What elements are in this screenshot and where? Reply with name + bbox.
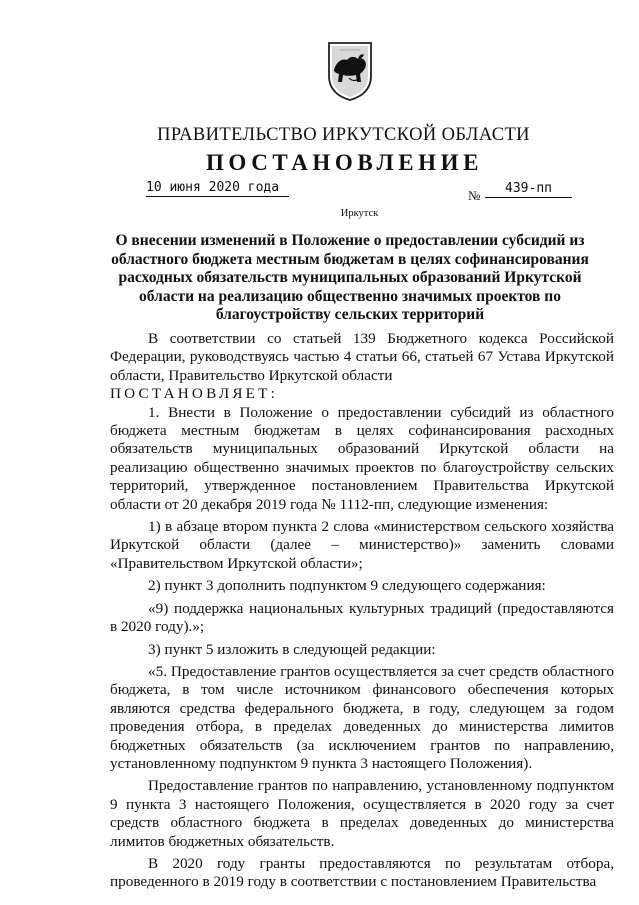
paragraph-6: «5. Предоставление грантов осуществляется за счет средств областного бюджета, в том числе источником финансового обеспечения которых являются средства федерального бюджета, в году, следующем за годом проведения отбора, в пределах доведенных до министерства лимитов бюджетных обязательств (за исключением грантов по направлению, установленному подпунктом 9 пункта 3 настоящего Положения).: [110, 662, 614, 772]
preamble-paragraph: В соответствии со статьей 139 Бюджетного кодекса Российской Федерации, руководствуясь частью 4 статьи 66, статьей 67 Устава Иркутской области, Правительство Иркутской области: [110, 330, 614, 384]
decrees-heading: ПОСТАНОВЛЯЕТ:: [110, 385, 279, 403]
document-date: 10 июня 2020 года: [146, 180, 289, 197]
document-body: [110, 330, 614, 892]
document-subject: О внесении изменений в Положение о предоставлении субсидий из областного бюджета местным бюджетам в целях софинансирования расходных обязательств муниципальных образований Иркутской области на реализацию общественно значимых проектов по благоустройству сельских территорий: [111, 232, 589, 324]
irkutsk-coat-of-arms-icon: [325, 40, 375, 102]
number-label: №: [468, 188, 481, 203]
paragraph-2: 1) в абзаце втором пункта 2 слова «министерством сельского хозяйства Иркутской области (далее – министерство)» заменить словами «Правительством Иркутской области»;: [110, 518, 614, 572]
paragraph-1: 1. Внести в Положение о предоставлении субсидий из областного бюджета местным бюджетам в целях софинансирования расходных обязательств муниципальных образований Иркутской области на реализацию общественно значимых проектов по благоустройству сельских территорий, утвержденное постановлением Правительства Иркутской области от 20 декабря 2019 года № 1112-пп, следующие изменения:: [110, 403, 614, 513]
paragraph-7: Предоставление грантов по направлению, установленному подпунктом 9 пункта 3 настоящего Положения, осуществляется в 2020 году за счет средств областного бюджета в пределах доведенных до министерства лимитов бюджетных обязательств.: [110, 777, 614, 850]
document-number: 439-пп: [485, 181, 572, 198]
paragraph-8: В 2020 году гранты предоставляются по результатам отбора, проведенного в 2019 году в соответствии с постановлением Правительства: [110, 854, 614, 891]
document-type: ПОСТАНОВЛЕНИЕ: [205, 150, 484, 175]
paragraph-5: 3) пункт 5 изложить в следующей редакции:: [148, 640, 436, 658]
paragraph-3: 2) пункт 3 дополнить подпунктом 9 следующего содержания:: [148, 577, 546, 595]
paragraph-4: «9) поддержка национальных культурных традиций (предоставляются в 2020 году).»;: [110, 599, 614, 636]
coat-of-arms-emblem: [325, 40, 375, 102]
government-name: ПРАВИТЕЛЬСТВО ИРКУТСКОЙ ОБЛАСТИ: [157, 125, 530, 145]
city-name: Иркутск: [340, 208, 379, 219]
